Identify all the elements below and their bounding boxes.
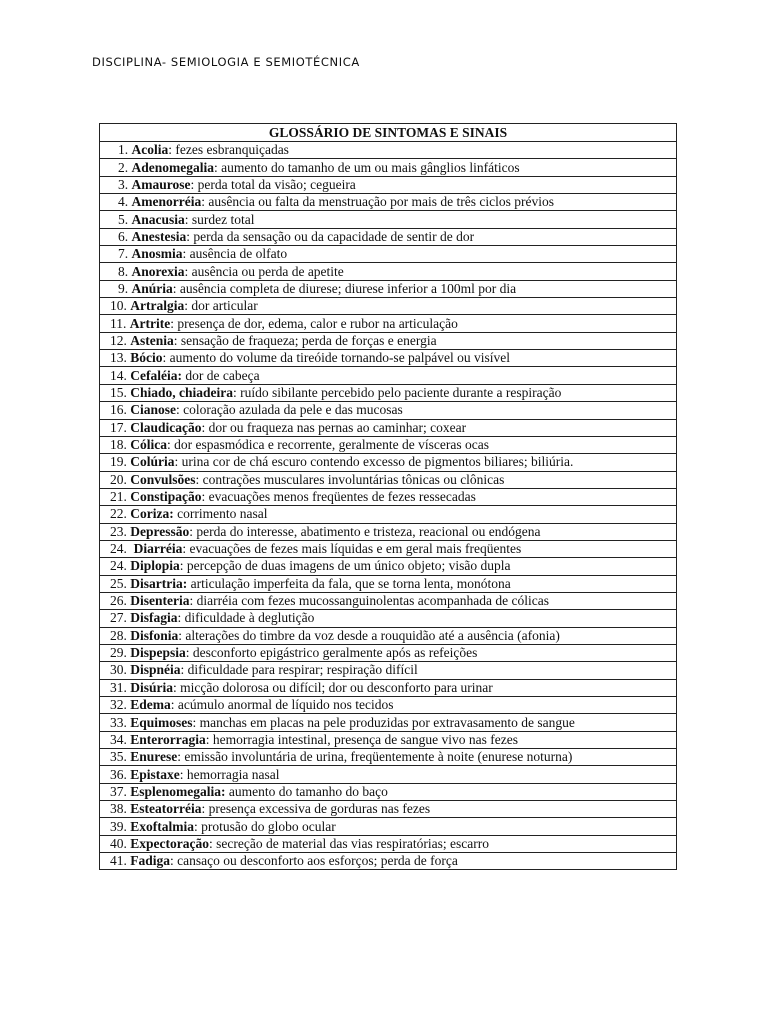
entry-number: 8. [118,263,129,279]
entry-term: Anacusia [131,211,185,227]
entry-number: 2. [118,159,129,175]
entry-number: 39. [110,818,127,834]
entry-term: Disfagia [130,610,178,626]
glossary-entry [100,714,677,731]
entry-term: Adenomegalia [131,159,214,175]
entry-number: 3. [118,176,129,192]
glossary-row [100,402,677,419]
glossary-entry [100,627,677,644]
entry-term: Expectoração [130,835,209,851]
entry-number: 38. [110,801,127,817]
entry-definition: : dor articular [184,298,258,314]
entry-term: Colúria [130,454,175,470]
entry-number: 10. [110,298,127,314]
glossary-row [100,384,677,401]
entry-definition: : alterações do timbre da voz desde a rouquidão até a ausência (afonia) [178,627,560,643]
entry-term: Enurese [130,749,178,765]
glossary-row [100,350,677,367]
glossary-row [100,801,677,818]
glossary-entry [100,142,677,159]
entry-term: Anúria [131,280,173,296]
entry-number: 4. [118,194,129,210]
glossary-row [100,176,677,193]
entry-number: 28. [110,627,127,643]
entry-definition: : diarréia com fezes mucossanguinolentas acompanhada de cólicas [189,593,549,609]
entry-term: Fadiga [130,853,171,869]
glossary-entry [100,350,677,367]
glossary-entry [100,315,677,332]
entry-term: Dispepsia [130,645,186,661]
glossary-row [100,766,677,783]
entry-definition: : aumento do volume da tireóide tornando-se palpável ou visível [162,350,511,366]
glossary-row [100,246,677,263]
entry-definition: : hemorragia nasal [179,766,280,782]
glossary-row [100,298,677,315]
glossary-entry [100,835,677,852]
entry-definition: : contrações musculares involuntárias tônicas ou clônicas [195,471,505,487]
entry-definition: : presença excessiva de gorduras nas fezes [201,801,431,817]
glossary-entry [100,176,677,193]
entry-term: Equimoses [130,714,193,730]
entry-number: 29. [110,645,127,661]
entry-definition: : ausência ou falta da menstruação por mais de três ciclos prévios [201,194,554,210]
entry-definition: : emissão involuntária de urina, freqüentemente à noite (enurese noturna) [177,749,573,765]
entry-term: Disenteria [130,593,190,609]
glossary-entry [100,523,677,540]
entry-term: Cefaléia: [130,367,182,383]
entry-term: Artrite [129,315,171,331]
entry-number: 19. [110,454,127,470]
entry-term: Esteatorréia [130,801,202,817]
entry-term: Cianose [130,402,177,418]
entry-definition: : presença de dor, edema, calor e rubor na articulação [170,315,458,331]
entry-number: 36. [110,766,127,782]
glossary-row [100,194,677,211]
entry-definition: : desconforto epigástrico geralmente após as refeições [185,645,478,661]
glossary-entry [100,766,677,783]
glossary-entry [100,853,677,870]
glossary-row [100,835,677,852]
glossary-row [100,818,677,835]
entry-definition: : ausência completa de diurese; diurese inferior a 100ml por dia [172,280,517,296]
entry-number: 32. [110,697,127,713]
entry-term: Esplenomegalia: [130,783,226,799]
glossary-entry [100,298,677,315]
glossary-row [100,488,677,505]
glossary-entry [100,506,677,523]
entry-definition: aumento do tamanho do baço [225,783,388,799]
glossary-entry [100,575,677,592]
entry-number: 14. [110,367,127,383]
entry-term: Claudicação [130,419,202,435]
glossary-row [100,697,677,714]
glossary-row [100,367,677,384]
glossary-row [100,592,677,609]
entry-definition: : coloração azulada da pele e das mucosas [176,402,403,418]
entry-definition: : evacuações menos freqüentes de fezes ressecadas [201,489,476,505]
glossary-entry [100,818,677,835]
glossary-row [100,211,677,228]
glossary-entry [100,280,677,297]
entry-definition: : surdez total [184,211,255,227]
entry-term: Diarréia [133,541,183,557]
glossary-row [100,783,677,800]
glossary-entry [100,263,677,280]
entry-term: Exoftalmia [130,818,194,834]
glossary-row [100,644,677,661]
entry-number: 21. [110,489,127,505]
glossary-row [100,610,677,627]
glossary-entry [100,783,677,800]
entry-term: Dispnéia [130,662,181,678]
glossary-entry [100,488,677,505]
glossary-entry [100,662,677,679]
entry-number: 22. [110,506,127,522]
entry-definition: : ausência ou perda de apetite [184,263,344,279]
entry-term: Convulsões [130,471,196,487]
glossary-row [100,315,677,332]
glossary-entry [100,540,677,557]
entry-term: Coriza: [130,506,174,522]
entry-term: Constipação [130,489,202,505]
document-header: DISCIPLINA- SEMIOLOGIA E SEMIOTÉCNICA [92,55,360,69]
entry-definition: : hemorragia intestinal, presença de sangue vivo nas fezes [205,731,518,747]
entry-term: Acolia [131,142,169,158]
entry-number: 18. [110,437,127,453]
glossary-row [100,662,677,679]
entry-definition: dor de cabeça [181,367,260,383]
entry-definition: : manchas em placas na pele produzidas por extravasamento de sangue [192,714,575,730]
entry-number: 31. [110,679,127,695]
glossary-row [100,714,677,731]
glossary-row [100,523,677,540]
entry-term: Disfonia [130,627,179,643]
entry-number: 6. [118,228,129,244]
entry-definition: : protusão do globo ocular [194,818,336,834]
entry-term: Disúria [130,679,174,695]
entry-definition: : dor ou fraqueza nas pernas ao caminhar; coxear [201,419,467,435]
entry-number: 35. [110,749,127,765]
entry-number: 30. [110,662,127,678]
entry-definition: : micção dolorosa ou difícil; dor ou desconforto para urinar [173,679,493,695]
entry-number: 17. [110,419,127,435]
entry-number: 34. [110,731,127,747]
glossary-row [100,575,677,592]
glossary-row [100,749,677,766]
entry-term: Anestesia [131,228,187,244]
glossary-row [100,159,677,176]
entry-number: 11. [110,315,127,331]
glossary-body [100,142,677,870]
glossary-entry [100,384,677,401]
entry-definition: corrimento nasal [173,506,268,522]
glossary-row [100,142,677,159]
entry-number: 24. [110,558,127,574]
entry-definition: : perda da sensação ou da capacidade de sentir de dor [186,228,475,244]
entry-definition: : perda total da visão; cegueira [190,176,356,192]
entry-number: 23. [110,523,127,539]
entry-definition: : ruído sibilante percebido pelo paciente durante a respiração [233,384,562,400]
entry-term: Enterorragia [130,731,206,747]
entry-term: Disartria: [130,575,188,591]
entry-term: Anorexia [131,263,185,279]
glossary-row [100,540,677,557]
entry-number: 40. [110,835,127,851]
entry-definition: articulação imperfeita da fala, que se torna lenta, monótona [187,575,511,591]
glossary-title-row [100,124,677,142]
glossary-table [99,123,677,870]
glossary-row [100,558,677,575]
entry-definition: : fezes esbranquiçadas [168,142,289,158]
entry-number: 12. [110,332,127,348]
glossary-entry [100,332,677,349]
entry-definition: : acúmulo anormal de líquido nos tecidos [170,697,394,713]
entry-number: 13. [110,350,127,366]
glossary-entry [100,749,677,766]
glossary-entry [100,419,677,436]
entry-term: Cólica [130,437,167,453]
entry-number: 25. [110,575,127,591]
glossary-entry [100,610,677,627]
glossary-row [100,679,677,696]
glossary-entry [100,801,677,818]
entry-definition: : dificuldade à deglutição [177,610,315,626]
entry-term: Artralgia [130,298,185,314]
entry-number: 5. [118,211,129,227]
entry-number: 16. [110,402,127,418]
entry-definition: : secreção de material das vias respiratórias; escarro [208,835,489,851]
glossary-entry [100,679,677,696]
glossary-entry [100,731,677,748]
glossary-entry [100,471,677,488]
glossary-entry [100,644,677,661]
entry-definition: : sensação de fraqueza; perda de forças e energia [173,332,437,348]
glossary-row [100,731,677,748]
glossary-entry [100,228,677,245]
entry-definition: : urina cor de chá escuro contendo excesso de pigmentos biliares; biliúria. [174,454,574,470]
entry-term: Depressão [130,523,190,539]
glossary-entry [100,558,677,575]
entry-number: 41. [110,853,127,869]
entry-definition: : evacuações de fezes mais líquidas e em geral mais freqüentes [182,541,522,557]
entry-number: 37. [110,783,127,799]
entry-definition: : cansaço ou desconforto aos esforços; perda de força [170,853,458,869]
entry-number: 26. [110,593,127,609]
entry-number: 33. [110,714,127,730]
entry-number: 7. [118,246,129,262]
entry-definition: : percepção de duas imagens de um único objeto; visão dupla [179,558,511,574]
entry-number: 24. [110,541,127,557]
entry-definition: : aumento do tamanho de um ou mais gânglios linfáticos [214,159,520,175]
glossary-row [100,280,677,297]
entry-number: 1. [118,142,129,158]
glossary-entry [100,367,677,384]
entry-term: Chiado, chiadeira [130,384,234,400]
entry-term: Amenorréia [131,194,202,210]
glossary-row [100,853,677,870]
glossary-row [100,419,677,436]
entry-definition: : perda do interesse, abatimento e tristeza, reacional ou endógena [189,523,541,539]
glossary-entry [100,194,677,211]
entry-term: Anosmia [131,246,183,262]
entry-term: Diplopia [130,558,180,574]
entry-definition: : ausência de olfato [182,246,288,262]
glossary-entry [100,697,677,714]
glossary-entry [100,246,677,263]
glossary-entry [100,436,677,453]
glossary-title: GLOSSÁRIO DE SINTOMAS E SINAIS [100,124,677,142]
entry-definition: : dificuldade para respirar; respiração difícil [180,662,418,678]
entry-term: Epistaxe [130,766,180,782]
glossary-row [100,228,677,245]
glossary-entry [100,592,677,609]
glossary-row [100,332,677,349]
glossary-entry [100,211,677,228]
entry-number: 15. [110,384,127,400]
glossary-row [100,436,677,453]
entry-term: Edema [130,697,171,713]
entry-definition: : dor espasmódica e recorrente, geralmente de vísceras ocas [167,437,489,453]
glossary-entry [100,454,677,471]
entry-number: 27. [110,610,127,626]
entry-term: Astenia [130,332,174,348]
entry-number: 20. [110,471,127,487]
glossary-row [100,263,677,280]
glossary-row [100,506,677,523]
entry-term: Bócio [130,350,163,366]
entry-term: Amaurose [131,176,191,192]
glossary-row [100,471,677,488]
glossary-entry [100,402,677,419]
glossary-row [100,454,677,471]
entry-number: 9. [118,280,129,296]
glossary-row [100,627,677,644]
glossary-entry [100,159,677,176]
